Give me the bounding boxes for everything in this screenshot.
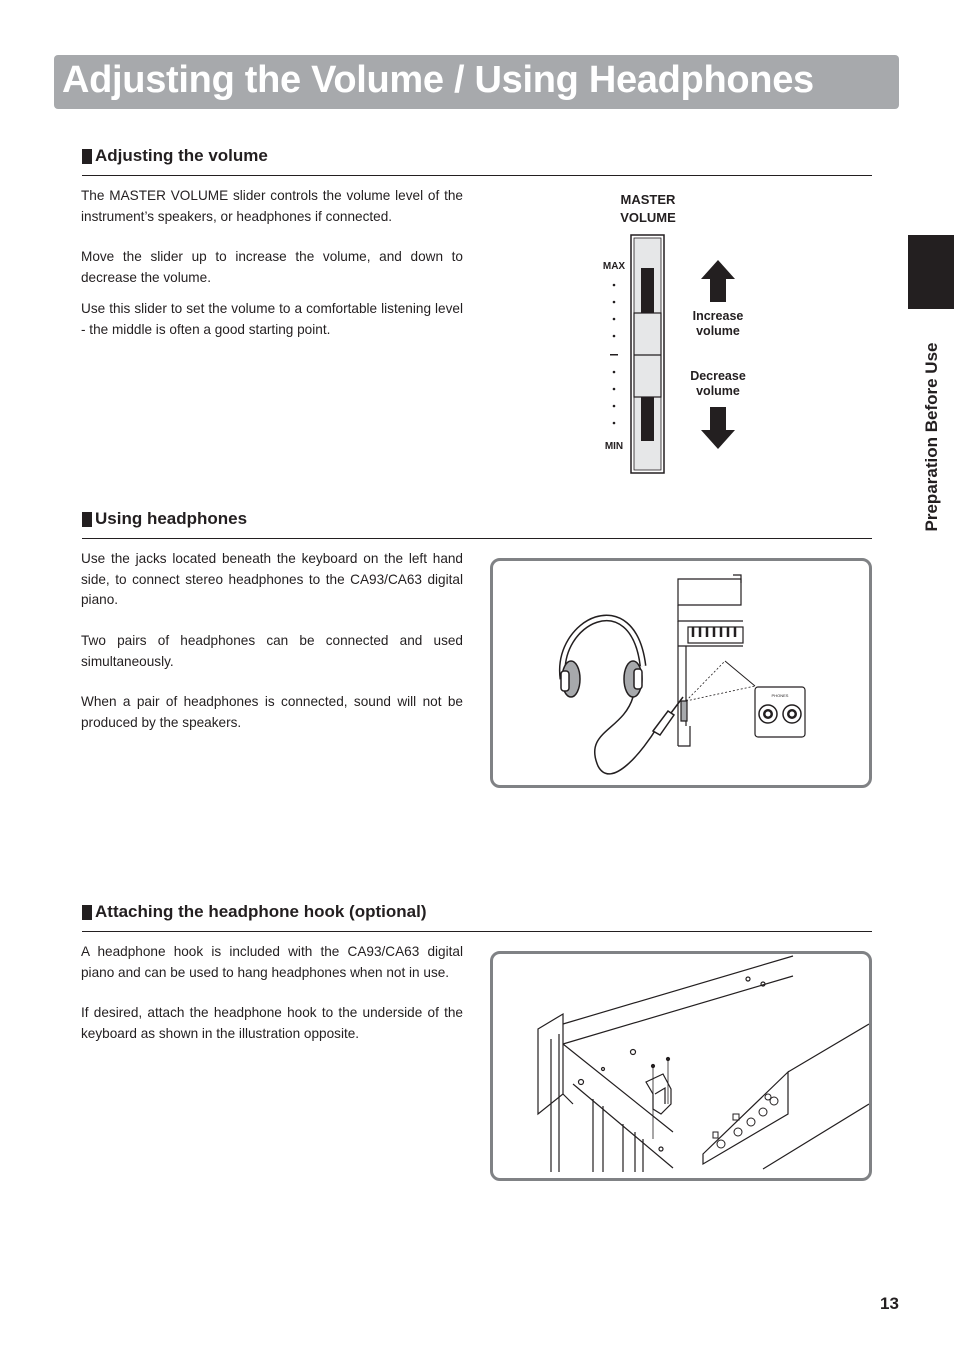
headphones-illustration	[493, 561, 869, 785]
scale-min-label: MIN	[604, 441, 624, 452]
increase-label-line2: volume	[696, 324, 740, 338]
section-heading-hook	[82, 902, 872, 932]
decrease-label-line1: Decrease	[690, 369, 746, 383]
callout-lines	[686, 661, 755, 701]
callout-edge	[725, 661, 755, 686]
figure-label-volume: VOLUME	[620, 210, 676, 225]
piano-side-icon	[678, 575, 743, 746]
volume-paragraph-2: Move the slider up to increase the volume, and down to decrease the volume.	[81, 249, 463, 285]
decrease-label-line2: volume	[696, 384, 740, 398]
page-number: 13	[880, 1294, 899, 1313]
increase-label-line1: Increase	[692, 309, 744, 323]
hook-illustration	[493, 954, 869, 1178]
side-tab-block	[908, 235, 954, 309]
figure-label-master: MASTER	[620, 192, 676, 207]
headphones-paragraph-2: Two pairs of headphones can be connected and used simultaneously.	[81, 633, 463, 669]
section-title-headphones: Using headphones	[95, 509, 248, 528]
jack-panel-label: PHONES	[771, 693, 789, 698]
headphones-figure-frame	[490, 558, 872, 788]
page-title: Adjusting the Volume / Using Headphones	[62, 59, 814, 101]
section-heading-headphones	[82, 509, 872, 539]
side-tab-label: Preparation Before Use	[922, 342, 941, 532]
headphones-paragraph-1: Use the jacks located beneath the keyboard on the left hand side, to connect stereo headphones to the CA93/CA63 digital piano.	[81, 551, 463, 607]
section-title-volume: Adjusting the volume	[95, 146, 268, 165]
section-title-hook: Attaching the headphone hook (optional)	[95, 902, 427, 921]
hook-paragraph-2: If desired, attach the headphone hook to the underside of the keyboard as shown in the illustration opposite.	[81, 1005, 463, 1041]
section-marker	[82, 905, 92, 920]
section-marker	[82, 512, 92, 527]
section-marker	[82, 149, 92, 164]
volume-paragraph-1: The MASTER VOLUME slider controls the volume level of the instrument’s speakers, or headphones if connected.	[81, 188, 463, 224]
down-arrow-icon	[701, 407, 735, 449]
headphones-paragraph-3: When a pair of headphones is connected, sound will not be produced by the speakers.	[81, 694, 463, 730]
up-arrow-icon	[701, 260, 735, 302]
volume-paragraph-3: Use this slider to set the volume to a comfortable listening level - the middle is often a good starting point.	[81, 301, 463, 337]
piano-underside-icon	[538, 956, 869, 1172]
master-volume-figure	[590, 185, 770, 480]
title-bar	[54, 55, 899, 109]
hook-paragraph-1: A headphone hook is included with the CA93/CA63 digital piano and can be used to hang headphones when not in use.	[81, 944, 463, 980]
headphones-icon	[561, 618, 683, 774]
scale-max-label: MAX	[602, 261, 626, 272]
scale-ticks	[610, 284, 618, 425]
section-heading-volume	[82, 146, 872, 176]
hook-figure-frame	[490, 951, 872, 1181]
